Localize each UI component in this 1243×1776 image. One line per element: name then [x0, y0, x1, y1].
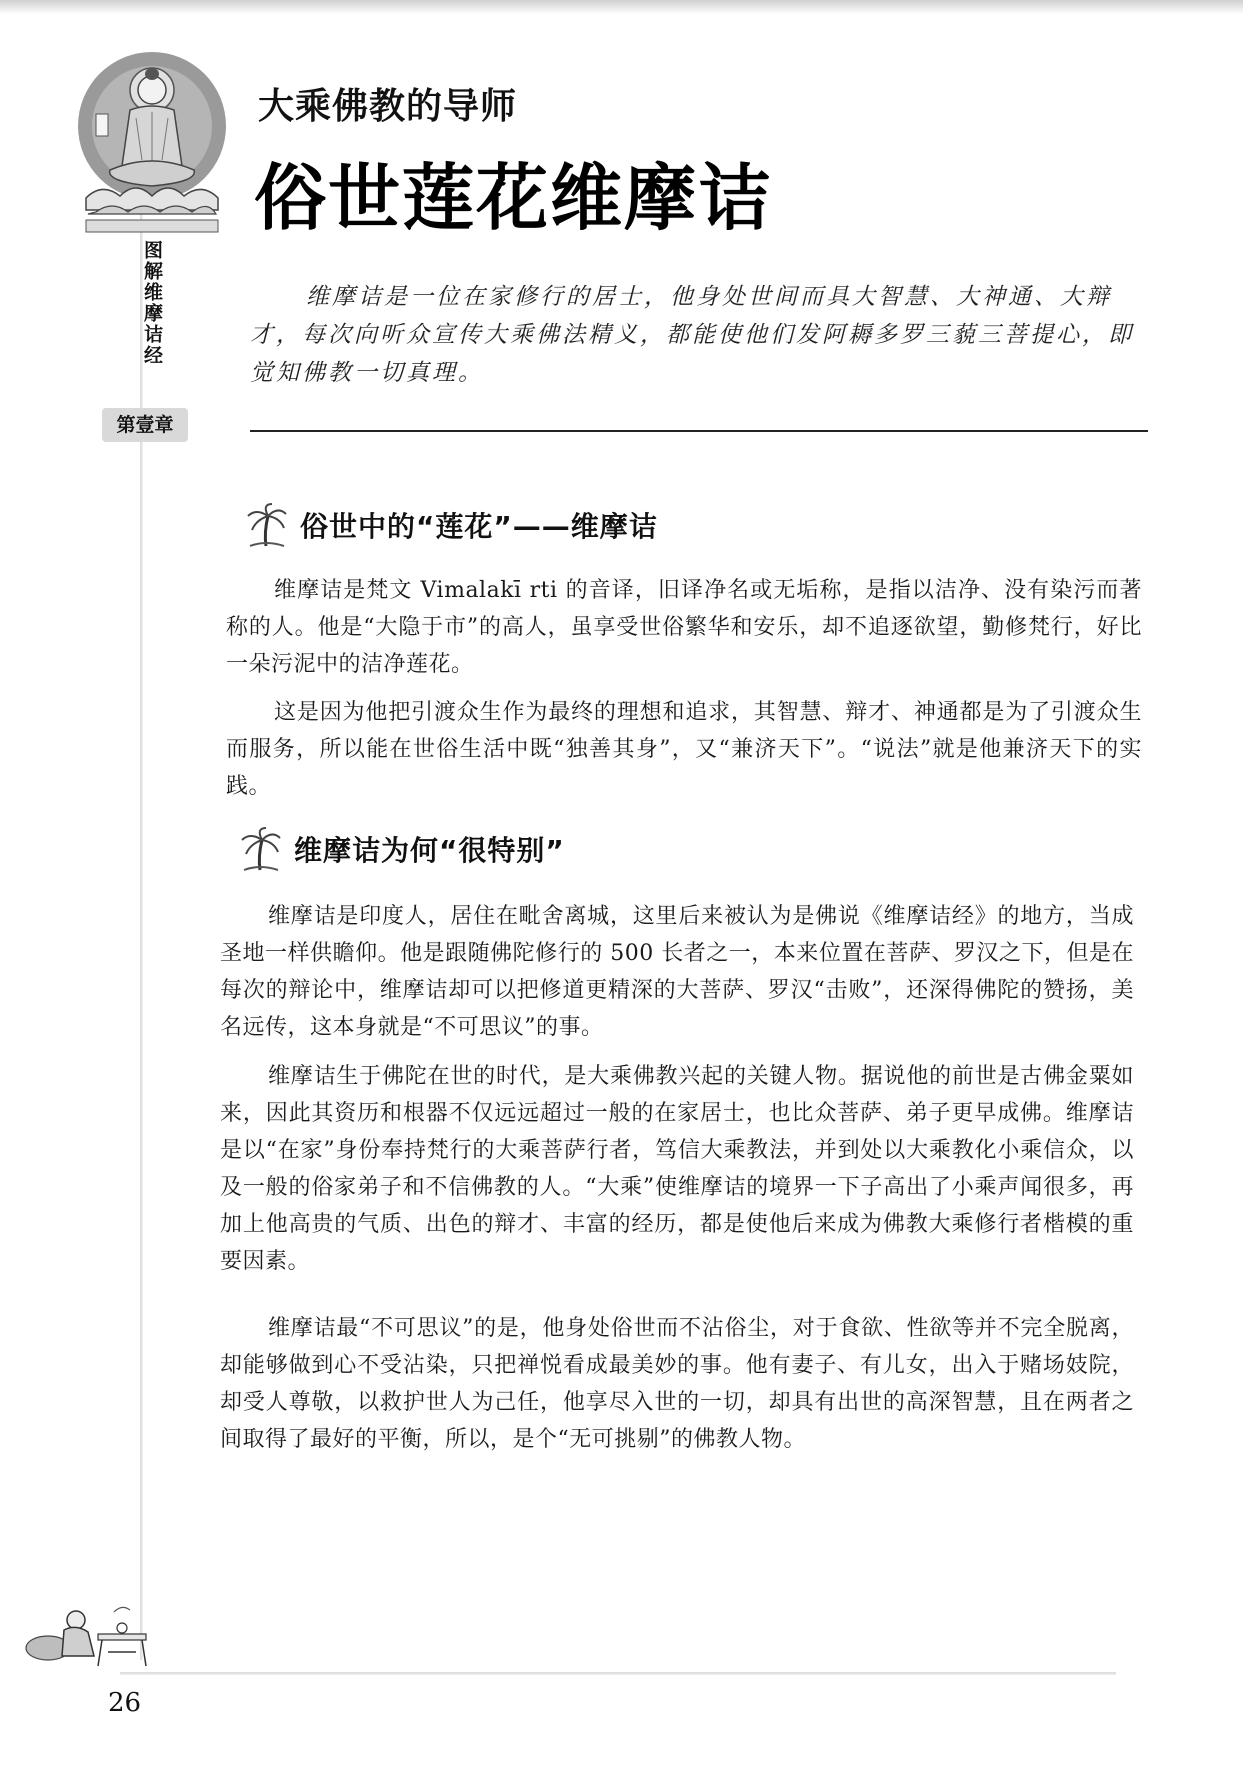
page-subtitle: 大乘佛教的导师 — [258, 86, 518, 127]
section-heading-1 — [244, 502, 658, 548]
intro-divider — [250, 430, 1148, 432]
scan-edge — [0, 0, 1243, 14]
section-heading-text: 俗世中的“莲花”——维摩诘 — [300, 510, 658, 543]
body-paragraph: 维摩诘最“不可思议”的是，他身处俗世而不沾俗尘，对于食欲、性欲等并不完全脱离，却能够做到心不受沾染，只把禅悦看成最美妙的事。他有妻子、有儿女，出入于赌场妓院，却受人尊敬，以救护世人为己任，他享尽入世的一切，却具有出世的高深智慧，且在两者之间取得了最好的平衡，所以，是个“无可挑剔”的佛教人物。 — [220, 1316, 1134, 1452]
book-series-label: 图解维摩诘经 — [141, 240, 163, 366]
section-heading-2 — [238, 826, 565, 872]
body-paragraph: 这是因为他把引渡众生作为最终的理想和追求，其智慧、辩才、神通都是为了引渡众生而服务，所以能在世俗生活中既“独善其身”，又“兼济天下”。“说法”就是他兼济天下的实践。 — [226, 700, 1142, 799]
body-paragraph: 维摩诘生于佛陀在世的时代，是大乘佛教兴起的关键人物。据说他的前世是古佛金粟如来，因此其资历和根器不仅远远超过一般的在家居士，也比众菩萨、弟子更早成佛。维摩诘是以“在家”身份奉持梵行的大乘菩萨行者，笃信大乘教法，并到处以大乘教化小乘信众，以及一般的俗家弟子和不信佛教的人。“大乘”使维摩诘的境界一下子高出了小乘声闻很多，再加上他高贵的气质、出色的辩才、丰富的经历，都是使他后来成为佛教大乘修行者楷模的重要因素。 — [220, 1064, 1134, 1274]
monk-illustration — [18, 1590, 158, 1670]
palm-tree-icon — [238, 826, 284, 872]
section-heading-text: 维摩诘为何“很特别” — [294, 834, 565, 867]
page-title: 俗世莲花维摩诘 — [254, 156, 773, 240]
page-number: 26 — [108, 1688, 142, 1718]
body-paragraph: 维摩诘是梵文 Vimalakī rti 的音译，旧译净名或无垢称，是指以洁净、没有染污而著称的人。他是“大隐于市”的高人，虽享受世俗繁华和安乐，却不追逐欲望，勤修梵行，好比一朵污泥中的洁净莲花。 — [226, 578, 1142, 677]
buddha-illustration — [72, 48, 232, 238]
palm-tree-icon — [244, 502, 290, 548]
chapter-tag: 第壹章 — [102, 408, 188, 442]
footer-divider — [120, 1672, 1116, 1675]
intro-paragraph: 维摩诘是一位在家修行的居士，他身处世间而具大智慧、大神通、大辩才，每次向听众宣传大乘佛法精义，都能使他们发阿耨多罗三藐三菩提心，即觉知佛教一切真理。 — [250, 284, 1134, 386]
body-paragraph: 维摩诘是印度人，居住在毗舍离城，这里后来被认为是佛说《维摩诘经》的地方，当成圣地一样供瞻仰。他是跟随佛陀修行的 500 长者之一，本来位置在菩萨、罗汉之下，但是在每次的辩论中，维摩诘却可以把修道更精深的大菩萨、罗汉“击败”，还深得佛陀的赞扬，美名远传，这本身就是“不可思议”的事。 — [220, 904, 1134, 1040]
